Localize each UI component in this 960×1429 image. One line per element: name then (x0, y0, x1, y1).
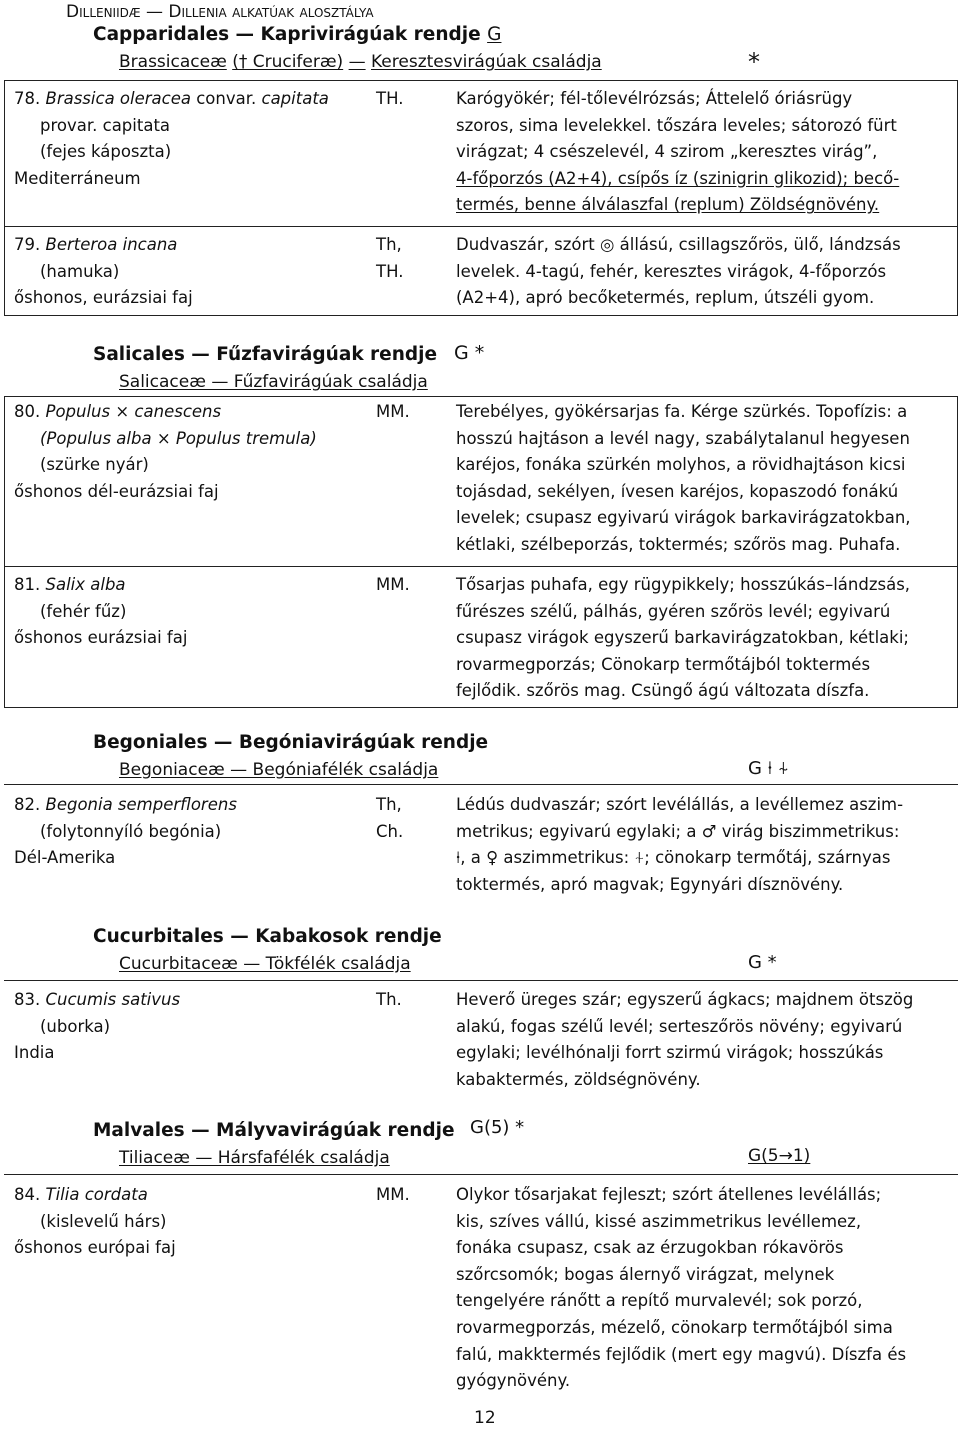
salicales-symbol: G * (454, 342, 485, 364)
division-heading: Dilleniidæ — Dillenia alkatúak alosztálya (66, 2, 374, 22)
gynoecium-symbol: G (487, 24, 502, 45)
table-top-tilia (4, 1174, 958, 1175)
table-top-cucurbita (4, 980, 958, 981)
page-number: 12 (474, 1408, 496, 1428)
entry-78-taxon: 78. Brassica oleracea convar. capitata provar. capitata (fejes káposzta) Mediterráneum (14, 86, 329, 192)
entry-84-origin: őshonos európai faj (14, 1238, 176, 1258)
entry-84-lifeform: MM. (376, 1185, 410, 1204)
family-heading-begoniaceae: Begoniaceæ — Begóniafélék családja (119, 760, 439, 780)
entry-80-taxon: 80. Populus × canescens (Populus alba × Populus tremula) (szürke nyár) őshonos dél-eurázsiai faj (14, 399, 317, 505)
order-title: Capparidales — Kaprivirágúak rendje (93, 24, 481, 45)
order-heading-begoniales: Begoniales — Begóniavirágúak rendje (93, 732, 489, 753)
entry-79-origin: őshonos, eurázsiai faj (14, 288, 193, 308)
entry-82-description: Lédús dudvaszár; szórt levélállás, a levéllemez aszim- metrikus; egyivarú egylaki; a ♂ virág biszimmetrikus: ⍿, a ♀ aszimmetrikus: ⍭; cönokarp termőtáj, szárnyas toktermés, apró magvak; Egynyári dísznövény. (456, 795, 904, 894)
entry-82-taxon: 82. Begonia semperflorens (folytonnyíló begónia) Dél-Amerika (14, 792, 237, 872)
entry-83-description: Heverő üreges szár; egyszerű ágkacs; majdnem ötszög alakú, fogas szélű levél; serteszőrös növény; egyivarú egylaki; levélhónalji forrt szirmú virágok; hosszúkás kabaktermés, zöldségnövény. (456, 990, 914, 1089)
entry-78-common-name: (fejes káposzta) (40, 142, 172, 162)
entry-79-taxon: 79. Berteroa incana (hamuka) őshonos, eurázsiai faj (14, 232, 193, 312)
family-heading-salicaceae: Salicaceæ — Fűzfavirágúak családja (119, 372, 428, 392)
entry-80-parents: (Populus alba × Populus tremula) (40, 428, 317, 448)
entry-82-common-name: (folytonnyíló begónia) (40, 821, 222, 841)
family-synonym: († Cruciferæ) (232, 52, 344, 72)
entry-83-common-name: (uborka) (40, 1016, 111, 1036)
order-heading-malvales: Malvales — Mályvavirágúak rendje (93, 1120, 455, 1141)
order-heading-cucurbitales: Cucurbitales — Kabakosok rendje (93, 926, 442, 947)
begoniaceae-symbol: G ⍿ ⍭ (748, 758, 789, 779)
family-heading-brassicaceae (119, 52, 602, 72)
order-heading-capparidales (93, 24, 501, 45)
family-heading-cucurbitaceae: Cucurbitaceæ — Tökfélék családja (119, 954, 411, 974)
row-divider (4, 566, 958, 567)
order-heading-salicales: Salicales — Fűzfavirágúak rendje (93, 344, 438, 365)
malvales-symbol: G(5) * (470, 1117, 525, 1138)
entry-80-common-name: (szürke nyár) (40, 455, 149, 475)
entry-80-origin: őshonos dél-eurázsiai faj (14, 481, 219, 501)
entry-81-lifeform: MM. (376, 575, 410, 594)
entry-83-lifeform: Th. (376, 990, 402, 1009)
entry-84-description: Olykor tősarjakat fejleszt; szórt átellenes levélállás; kis, szíves vállú, kissé aszimmetrikus levéllemez, fonáka csupasz, csak az érzugokban rókavörös szőrcsomók; bogas álernyő virágzat, melynek tengelyére ránőtt a repítő murvalevél; sok porzó, rovarmegporzás, mézelő, cönokarp termőtájból sima falú, makktermés fejlődik (mert egy magvú). Díszfa és gyógynövény. (456, 1185, 907, 1391)
entry-81-origin: őshonos eurázsiai faj (14, 628, 188, 648)
tiliaceae-symbol: G(5→1) (748, 1146, 811, 1166)
entry-84-taxon: 84. Tilia cordata (kislevelű hárs) őshonos európai faj (14, 1182, 176, 1262)
entry-82-origin: Dél-Amerika (14, 848, 116, 868)
entry-81-taxon: 81. Salix alba (fehér fűz) őshonos eurázsiai faj (14, 572, 187, 652)
entry-79-lifeform: Th, TH. (376, 235, 404, 281)
entry-78-lifeform: TH. (376, 89, 404, 108)
entry-81-description: Tősarjas puhafa, egy rügypikkely; hosszúkás–lándzsás, fűrészes szélű, pálhás, gyéren szőrös levél; egyivarú csupasz virágok egyszerű barkavirágzatokban, kétlaki; rovarmegporzás; Cönokarp termőtájból toktermés fejlődik. szőrös mag. Csüngő ágú változata díszfa. (456, 575, 911, 701)
entry-84-common-name: (kislevelű hárs) (40, 1211, 167, 1231)
family-heading-tiliaceae: Tiliaceæ — Hársfafélék családja (119, 1148, 390, 1168)
entry-78-origin: Mediterráneum (14, 168, 141, 188)
entry-78-provar: provar. capitata (40, 115, 171, 135)
entry-83-taxon: 83. Cucumis sativus (uborka) India (14, 987, 180, 1067)
entry-79-description: Dudvaszár, szórt ◎ állású, csillagszőrös, ülő, lándzsás levelek. 4-tagú, fehér, keresztes virágok, 4-főporzós (A2+4), apró becőketermés, replum, útszéli gyom. (456, 235, 901, 308)
star-symbol: * (748, 48, 760, 76)
family-latin: Brassicaceæ (119, 52, 227, 72)
family-sep: — (348, 52, 366, 72)
row-divider (4, 226, 958, 227)
entry-78-description: Karógyökér; fél-tőlevélrózsás; Áttelelő óriásrügy szoros, sima levelekkel. tőszára leveles; sátorozó fürt virágzat; 4 csészelevél, 4 szirom „keresztes virág”, 4-főporzós (A2+4), csípős íz (szinigrin glikozid); becő- termés, benne álválaszfal (replum) Zöldségnövény. (456, 89, 900, 215)
entry-79-common-name: (hamuka) (40, 261, 120, 281)
entry-81-common-name: (fehér fűz) (40, 601, 127, 621)
entry-83-origin: India (14, 1043, 55, 1063)
entry-82-lifeform: Th, Ch. (376, 795, 404, 841)
cucurbitaceae-symbol: G * (748, 952, 777, 973)
family-hu: Keresztesvirágúak családja (371, 52, 602, 72)
table-top-begonia (4, 784, 958, 785)
entry-80-lifeform: MM. (376, 402, 410, 421)
entry-80-description: Terebélyes, gyökérsarjas fa. Kérge szürkés. Topofízis: a hosszú hajtáson a levél nagy, szabálytalanul hegyesen karéjos, fonáka szürkén molyhos, a rövidhajtáson kicsi tojásdad, sekélyen, ívesen karéjos, kopaszodó fonákú levelek; csupasz egyivarú virágok barkavirágzatokban, kétlaki, szélbeporzás, toktermés; szőrös mag. Puhafa. (456, 402, 911, 554)
